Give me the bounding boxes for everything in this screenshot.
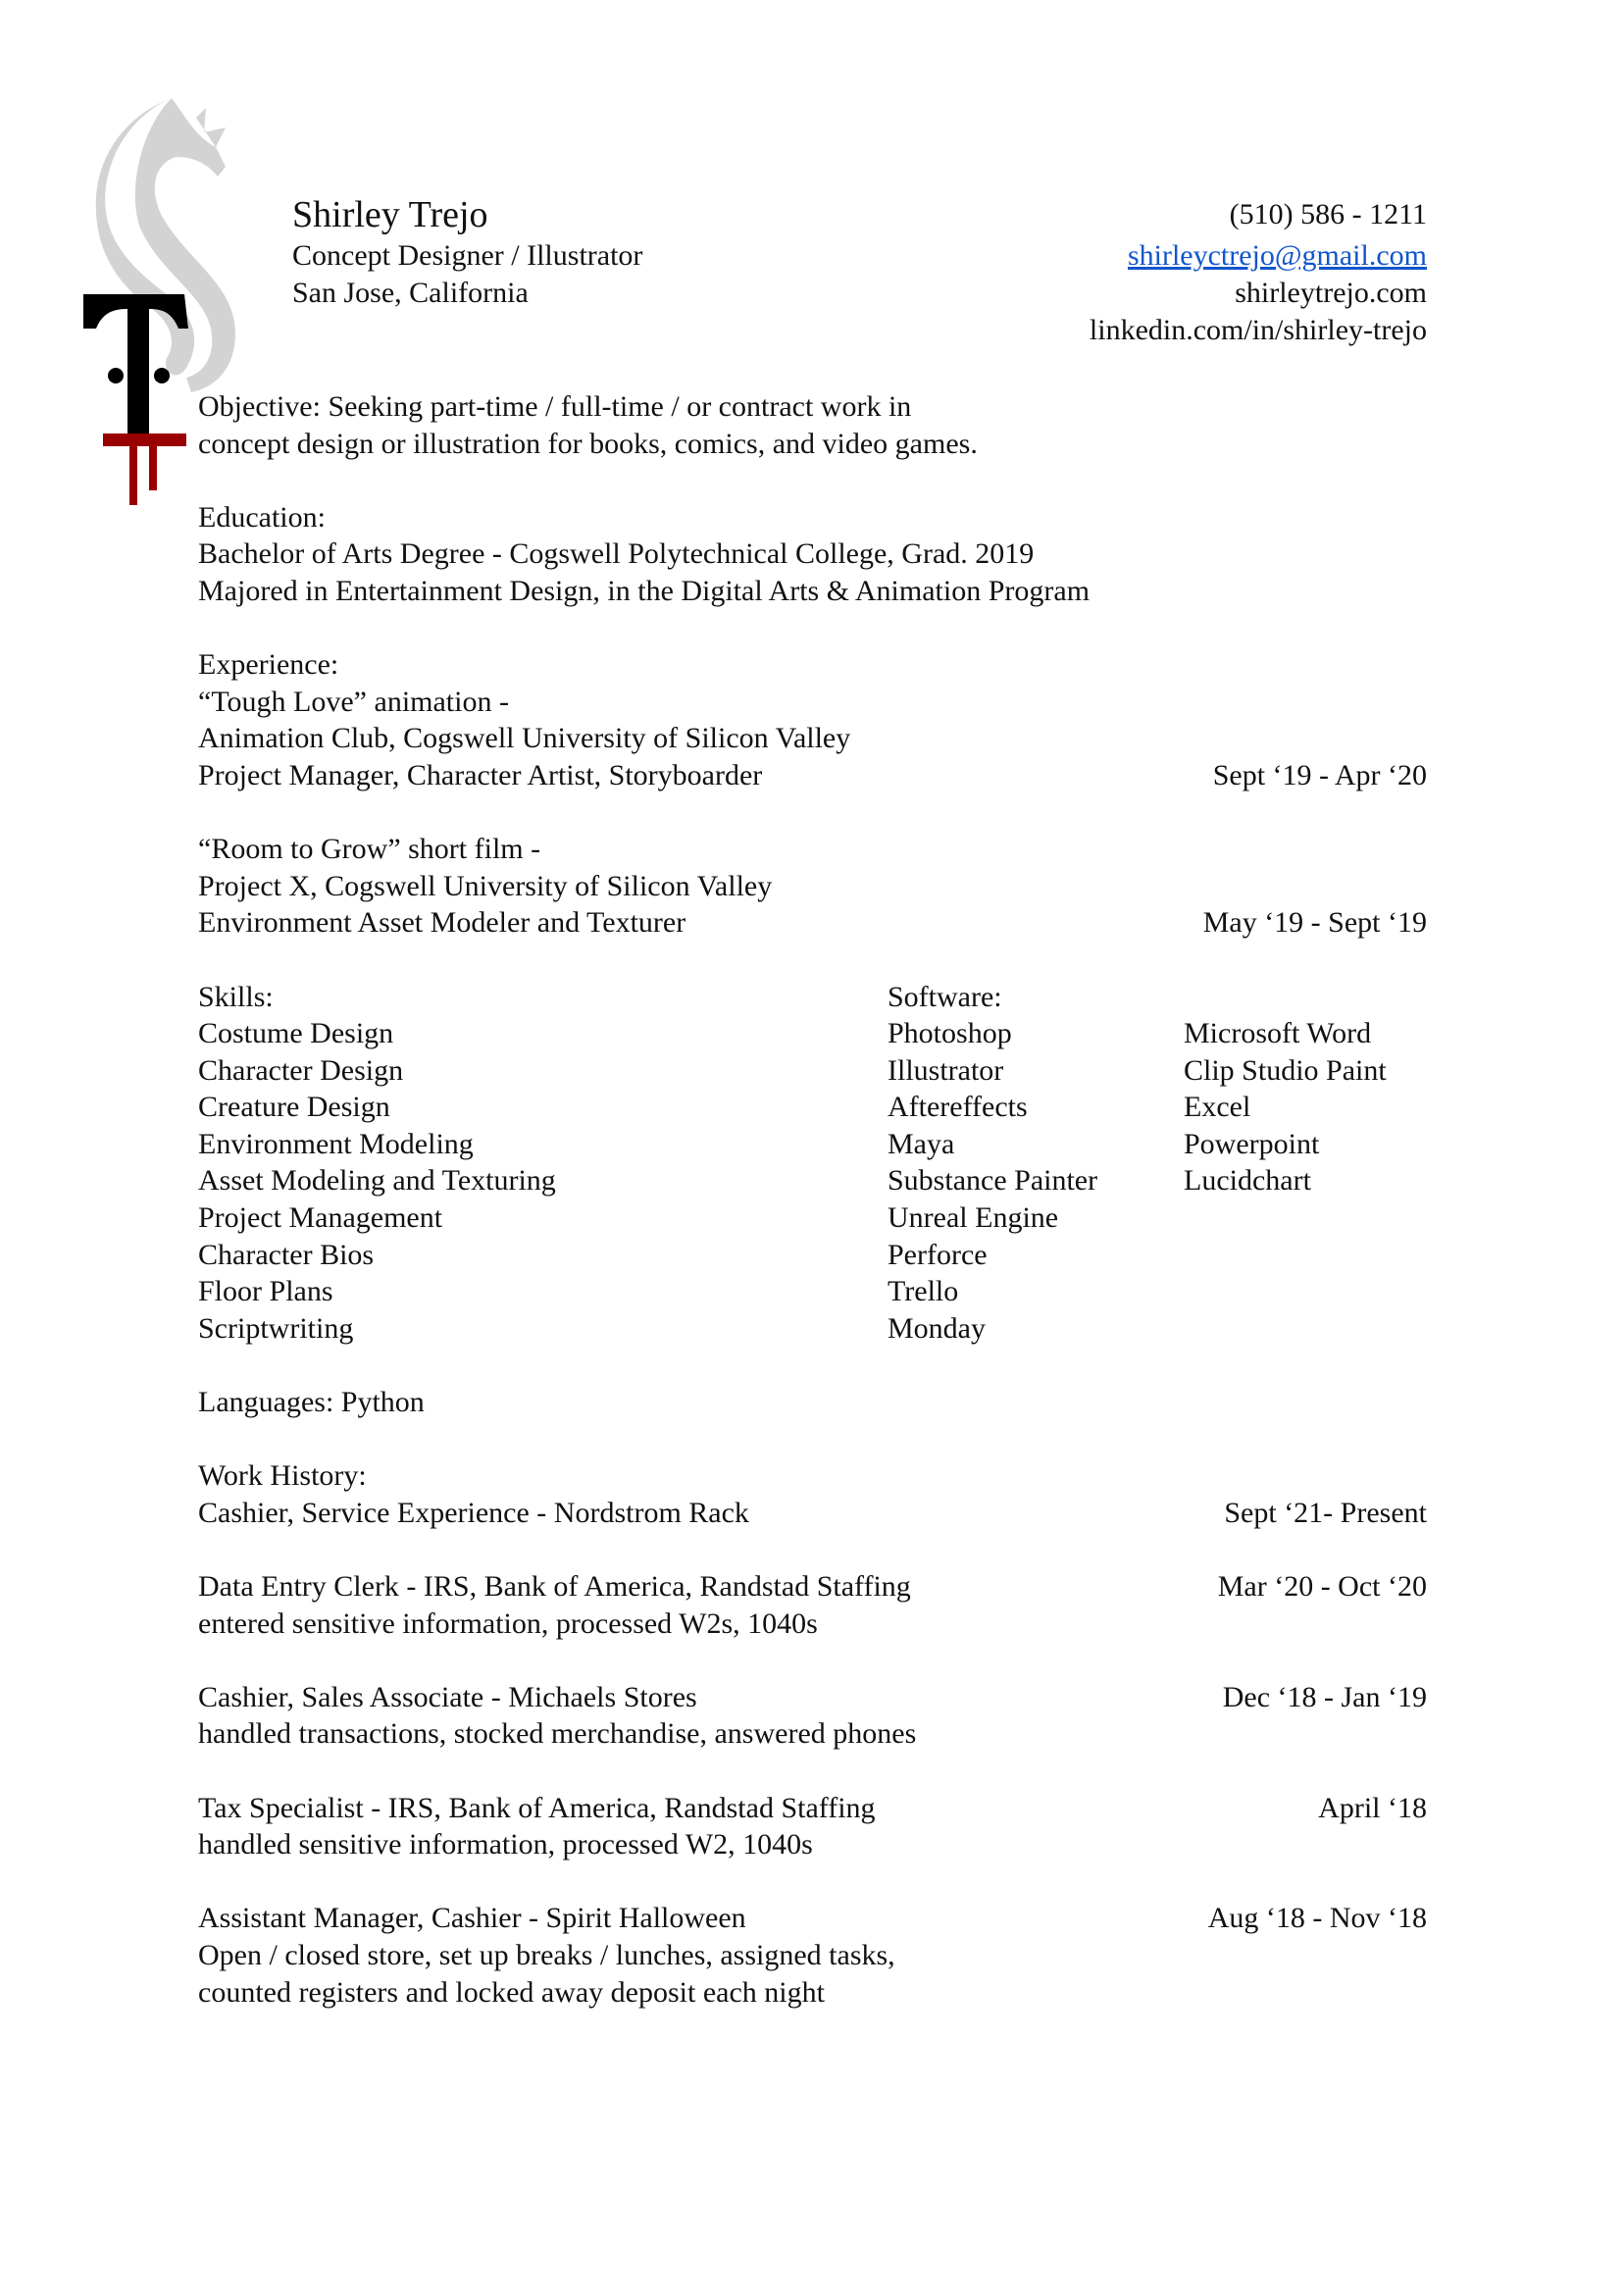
work-dates: Mar ‘20 - Oct ‘20 xyxy=(1217,1570,1427,1603)
objective-line: concept design or illustration for books, comics, and video games. xyxy=(198,427,978,460)
experience-role: Project Manager, Character Artist, Storyboarder xyxy=(198,758,763,791)
skills-software-grid xyxy=(198,979,1427,1348)
linkedin: linkedin.com/in/shirley-trejo xyxy=(1089,314,1427,346)
skill-item: Character Design xyxy=(198,1053,404,1087)
work-description: counted registers and locked away deposit each night xyxy=(198,1975,825,2009)
software-item: Illustrator xyxy=(888,1053,1004,1087)
work-heading: Work History: xyxy=(198,1459,367,1493)
software-item: Clip Studio Paint xyxy=(1184,1053,1387,1087)
experience-title: “Room to Grow” short film - xyxy=(198,833,541,866)
skill-item: Costume Design xyxy=(198,1017,394,1050)
experience-org: Animation Club, Cogswell University of Silicon Valley xyxy=(198,722,851,755)
software-item: Substance Painter xyxy=(888,1164,1098,1198)
software-item: Microsoft Word xyxy=(1184,1017,1372,1050)
work-row xyxy=(198,1495,1427,1532)
languages: Languages: Python xyxy=(198,1386,425,1419)
website: shirleytrejo.com xyxy=(1235,277,1427,309)
header-left xyxy=(292,192,642,312)
software-item: Maya xyxy=(888,1127,955,1160)
experience-title: “Tough Love” animation - xyxy=(198,685,509,718)
software-column-1 xyxy=(888,979,1184,1348)
email-link[interactable]: shirleyctrejo@gmail.com xyxy=(1127,239,1427,272)
software-item: Unreal Engine xyxy=(888,1201,1059,1235)
skills-heading: Skills: xyxy=(198,980,274,1013)
work-dates: April ‘18 xyxy=(1318,1791,1427,1824)
software-item: Excel xyxy=(1184,1091,1251,1124)
location: San Jose, California xyxy=(292,277,529,309)
work-history xyxy=(198,1495,1427,2011)
objective-line: Objective: Seeking part-time / full-time / or contract work in xyxy=(198,390,912,423)
software-item: Monday xyxy=(888,1311,986,1345)
education-heading: Education: xyxy=(198,500,326,534)
work-row xyxy=(198,1900,1427,1937)
skill-item: Scriptwriting xyxy=(198,1311,354,1345)
work-description: entered sensitive information, processed W2s, 1040s xyxy=(198,1606,818,1640)
education-major: Majored in Entertainment Design, in the Digital Arts & Animation Program xyxy=(198,574,1091,607)
candidate-name: Shirley Trejo xyxy=(292,194,488,235)
software-item: Perforce xyxy=(888,1238,988,1271)
work-title: Cashier, Service Experience - Nordstrom Rack xyxy=(198,1496,749,1529)
software-item: Photoshop xyxy=(888,1017,1012,1050)
work-description: Open / closed store, set up breaks / lunches, assigned tasks, xyxy=(198,1938,895,1971)
work-description: handled sensitive information, processed W2, 1040s xyxy=(198,1828,813,1861)
work-row xyxy=(198,1679,1427,1716)
work-title: Assistant Manager, Cashier - Spirit Halloween xyxy=(198,1902,746,1935)
software-heading: Software: xyxy=(888,980,1002,1013)
work-row xyxy=(198,1790,1427,1827)
resume-body xyxy=(198,388,1427,2011)
work-title: Data Entry Clerk - IRS, Bank of America, Randstad Staffing xyxy=(198,1570,911,1603)
work-row xyxy=(198,1568,1427,1606)
experience-role: Environment Asset Modeler and Texturer xyxy=(198,906,686,940)
work-description: handled transactions, stocked merchandise, answered phones xyxy=(198,1717,917,1751)
experience-heading: Experience: xyxy=(198,648,339,682)
software-item: Powerpoint xyxy=(1184,1127,1320,1160)
work-dates: Sept ‘21- Present xyxy=(1224,1496,1427,1529)
experience-dates: Sept ‘19 - Apr ‘20 xyxy=(1212,758,1427,791)
skills-column xyxy=(198,979,888,1348)
experience-dates: May ‘19 - Sept ‘19 xyxy=(1202,906,1427,940)
software-column-2 xyxy=(1184,979,1427,1348)
contact-info xyxy=(1090,192,1427,349)
skill-item: Character Bios xyxy=(198,1238,375,1271)
skill-item: Project Management xyxy=(198,1201,443,1235)
software-item: Trello xyxy=(888,1275,959,1308)
work-dates: Dec ‘18 - Jan ‘19 xyxy=(1222,1680,1427,1713)
software-item: Lucidchart xyxy=(1184,1164,1311,1198)
experience-org: Project X, Cogswell University of Silicon Valley xyxy=(198,869,773,902)
work-dates: Aug ‘18 - Nov ‘18 xyxy=(1207,1902,1427,1935)
experience-role-row xyxy=(198,904,1427,942)
skill-item: Creature Design xyxy=(198,1091,390,1124)
software-item: Aftereffects xyxy=(888,1091,1028,1124)
work-title: Cashier, Sales Associate - Michaels Stores xyxy=(198,1680,697,1713)
skill-item: Floor Plans xyxy=(198,1275,333,1308)
skill-item: Environment Modeling xyxy=(198,1127,474,1160)
phone: (510) 586 - 1211 xyxy=(1229,198,1427,230)
job-title: Concept Designer / Illustrator xyxy=(292,239,643,272)
skill-item: Asset Modeling and Texturing xyxy=(198,1164,556,1198)
work-title: Tax Specialist - IRS, Bank of America, Randstad Staffing xyxy=(198,1791,876,1824)
education-degree: Bachelor of Arts Degree - Cogswell Polytechnical College, Grad. 2019 xyxy=(198,537,1035,571)
experience-role-row xyxy=(198,757,1427,794)
